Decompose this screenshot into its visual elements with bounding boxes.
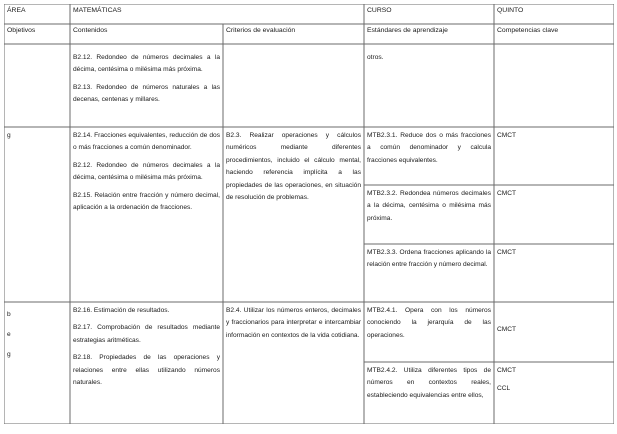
subject-name: MATEMÁTICAS [73, 7, 122, 14]
column-header-criterios: Criterios de evaluación [226, 27, 296, 34]
contenido-item: B2.12. Redondeo de números decimales a la décima, centésima o milésima más próxima. [73, 161, 220, 182]
curriculum-table [4, 4, 614, 424]
row3-objetivos [4, 303, 70, 373]
row2-estandar-2 [364, 186, 494, 244]
estandar-item: MTB2.3.3. Ordena fracciones aplicando la relación entre fracción y número decimal. [367, 249, 491, 269]
contenido-item: B2.15. Relación entre fracción y número decimal, aplicación a la ordenación de fracciones. [73, 191, 220, 212]
row1-contenidos [70, 50, 223, 127]
estandar-item: MTB2.4.2. Utiliza diferentes tipos de números en contextos reales, estableciendo equivalencias entre ellos, [367, 367, 491, 399]
row1-estandares [364, 50, 494, 80]
row2-objetivos [4, 128, 70, 148]
objetivo-item: e [7, 331, 11, 338]
contenido-item: B2.14. Fracciones equivalentes, reducción de dos o más fracciones a común denominador. [73, 132, 220, 152]
row2-contenidos [70, 128, 223, 302]
objetivo-item: g [7, 351, 11, 358]
competencia-item: CMCT [497, 367, 517, 374]
column-header-objetivos: Objetivos [7, 27, 36, 34]
row2-competencia-3: CMCT [497, 249, 517, 256]
row2-estandar-1 [364, 128, 494, 185]
course-label: CURSO [367, 7, 392, 14]
objetivo-item: g [7, 132, 11, 139]
row2-criterios [223, 128, 364, 302]
row3-criterios [223, 303, 364, 424]
estandar-item: MTB2.3.2. Redondea números decimales a la décima, centésima o milésima más próxima. [367, 190, 491, 222]
row3-contenidos [70, 303, 223, 424]
row2-competencia-1: CMCT [497, 132, 517, 139]
contenido-item: B2.18. Propiedades de las operaciones y relaciones entre ellas utilizando números naturales. [73, 354, 220, 387]
row2-estandar-3 [364, 245, 494, 302]
row3-estandar-1 [364, 303, 494, 362]
row3-competencias-2 [494, 363, 614, 403]
estandar-item: MTB2.3.1. Reduce dos o más fracciones a común denominador y calcula fracciones equivalentes. [367, 132, 491, 164]
contenido-item: B2.12. Redondeo de números decimales a la décima, centésima o milésima más próxima. [73, 54, 220, 74]
course-value: QUINTO [497, 7, 524, 14]
estandar-item: otros. [367, 54, 384, 61]
contenido-item: B2.16. Estimación de resultados. [73, 307, 170, 314]
contenido-item: B2.13. Redondeo de números naturales a las decenas, centenas y millares. [73, 83, 220, 104]
column-header-estandares: Estándares de aprendizaje [367, 27, 448, 34]
row3-competencia-1: CMCT [497, 326, 517, 333]
criterio-item: B2.4. Utilizar los números enteros, decimales y fraccionarios para interpretar e intercambiar información en contextos de la vida cotidiana. [226, 307, 361, 339]
row2-competencia-2: CMCT [497, 190, 517, 197]
area-label: ÁREA [7, 7, 26, 14]
column-header-competencias: Competencias clave [497, 27, 559, 34]
row3-estandar-2 [364, 363, 494, 424]
contenido-item: B2.17. Comprobación de resultados mediante estrategias aritméticas. [73, 324, 220, 344]
criterio-item: B2.3. Realizar operaciones y cálculos numéricos mediante diferentes procedimientos, incluido el cálculo mental, haciendo referencia implícita a las propiedades de las operaciones, en situación de resolución de problemas. [226, 132, 361, 202]
estandar-item: MTB2.4.1. Opera con los números conociendo la jerarquía de las operaciones. [367, 307, 491, 339]
objetivo-item: b [7, 311, 11, 318]
competencia-item: CCL [497, 385, 511, 393]
column-header-contenidos: Contenidos [73, 27, 108, 34]
